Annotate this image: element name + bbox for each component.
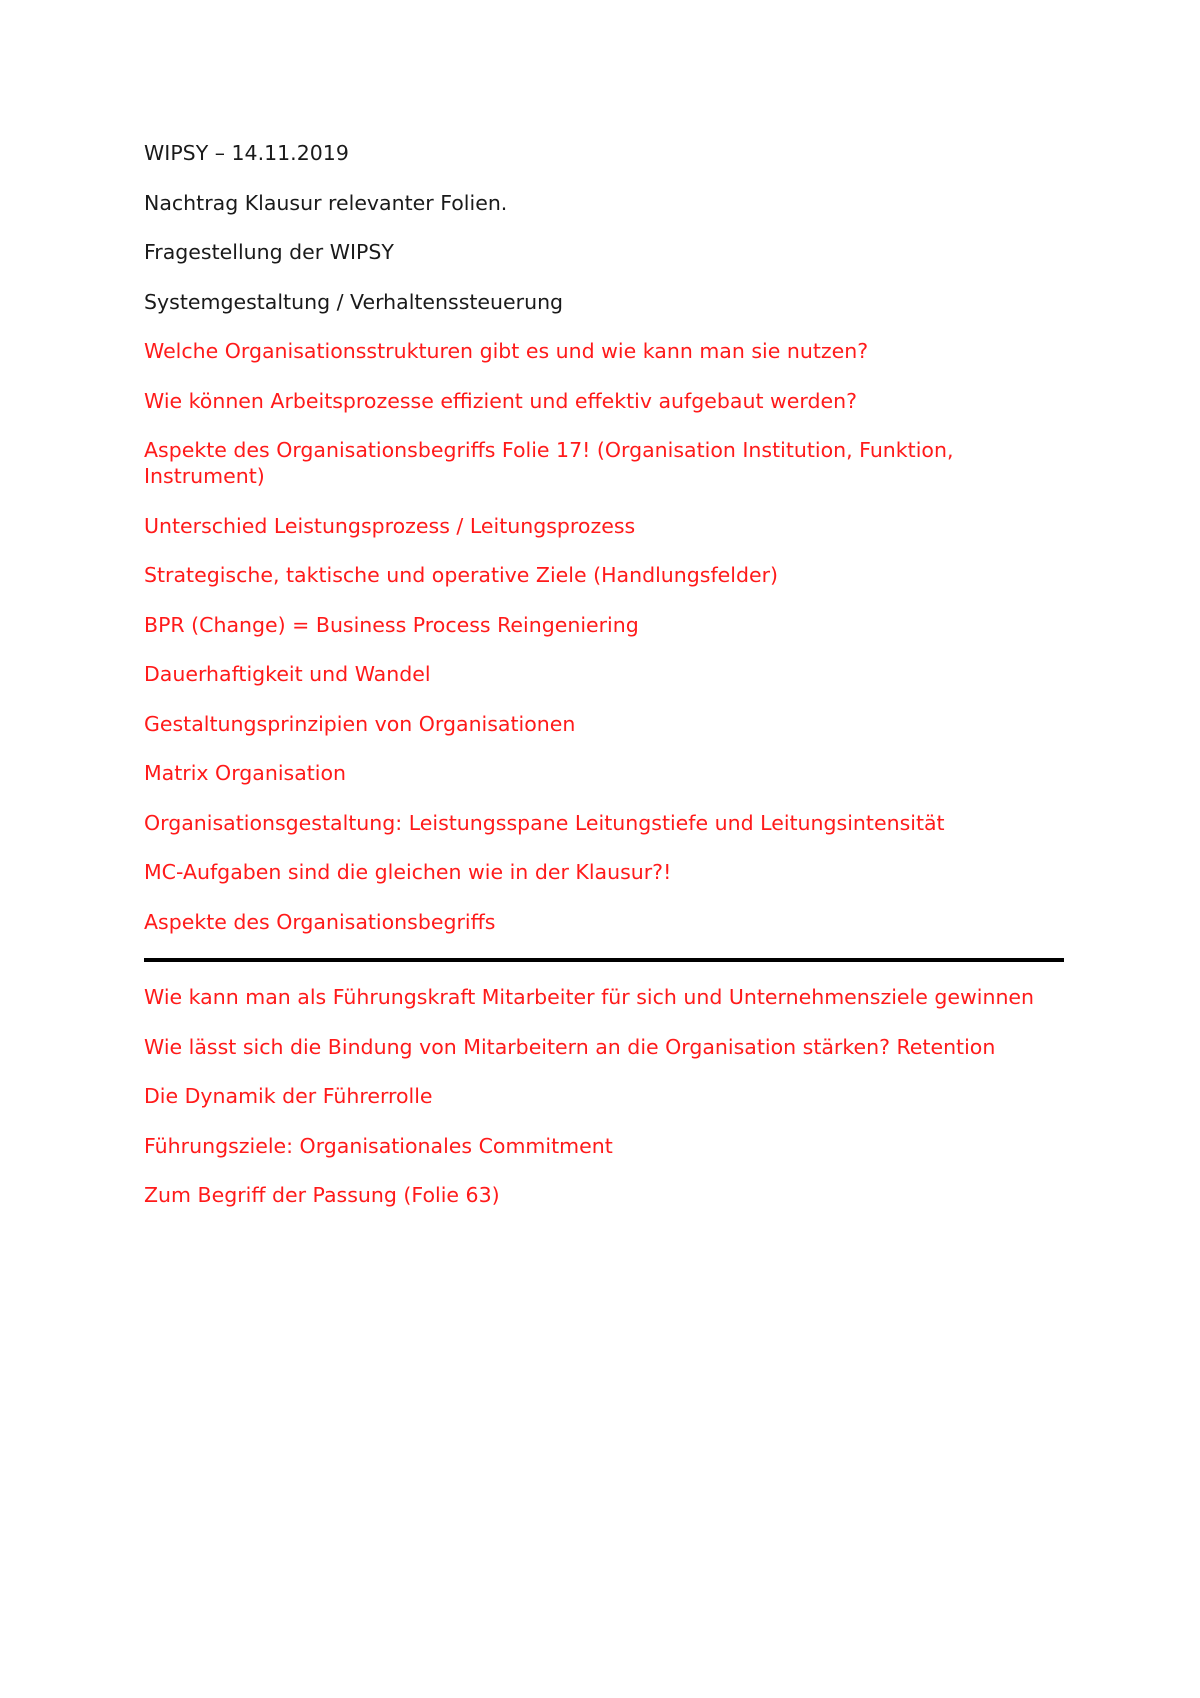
topic-line: Die Dynamik der Führerrolle	[144, 1084, 433, 1108]
topic-line: Aspekte des Organisationsbegriffs	[144, 909, 496, 934]
topic-line: Matrix Organisation	[144, 761, 347, 785]
topic-line: Gestaltungsprinzipien von Organisationen	[144, 711, 576, 736]
intro-line: Systemgestaltung / Verhaltenssteuerung	[144, 289, 564, 314]
topic-line: Dauerhaftigkeit und Wandel	[144, 662, 431, 686]
topic-line: Wie lässt sich die Bindung von Mitarbeitern an die Organisation stärken? Retention	[144, 1034, 996, 1059]
topic-line: Zum Begriff der Passung (Folie 63)	[144, 1183, 500, 1207]
topic-line: Wie können Arbeitsprozesse effizient und effektiv aufgebaut werden?	[144, 388, 857, 413]
topic-line: Strategische, taktische und operative Ziele (Handlungsfelder)	[144, 563, 779, 587]
topic-line: Unterschied Leistungsprozess / Leitungsprozess	[144, 513, 636, 538]
intro-line: Nachtrag Klausur relevanter Folien.	[144, 190, 508, 215]
topic-line: Wie kann man als Führungskraft Mitarbeiter für sich und Unternehmensziele gewinnen	[144, 985, 1035, 1009]
document-title: WIPSY – 14.11.2019	[144, 141, 349, 165]
document-content	[144, 140, 1064, 1232]
horizontal-rule	[144, 958, 1064, 962]
topic-line: Welche Organisationsstrukturen gibt es und wie kann man sie nutzen?	[144, 339, 869, 363]
topic-line: MC-Aufgaben sind die gleichen wie in der Klausur?!	[144, 860, 672, 884]
topic-line: Organisationsgestaltung: Leistungsspane Leitungstiefe und Leitungsintensität	[144, 810, 945, 835]
topic-line: BPR (Change) = Business Process Reingeniering	[144, 612, 639, 637]
topic-line: Führungsziele: Organisationales Commitment	[144, 1133, 613, 1158]
intro-line: Fragestellung der WIPSY	[144, 240, 394, 264]
topic-line: Aspekte des Organisationsbegriffs Folie 17! (Organisation Institution, Funktion, Instrument)	[144, 438, 954, 488]
